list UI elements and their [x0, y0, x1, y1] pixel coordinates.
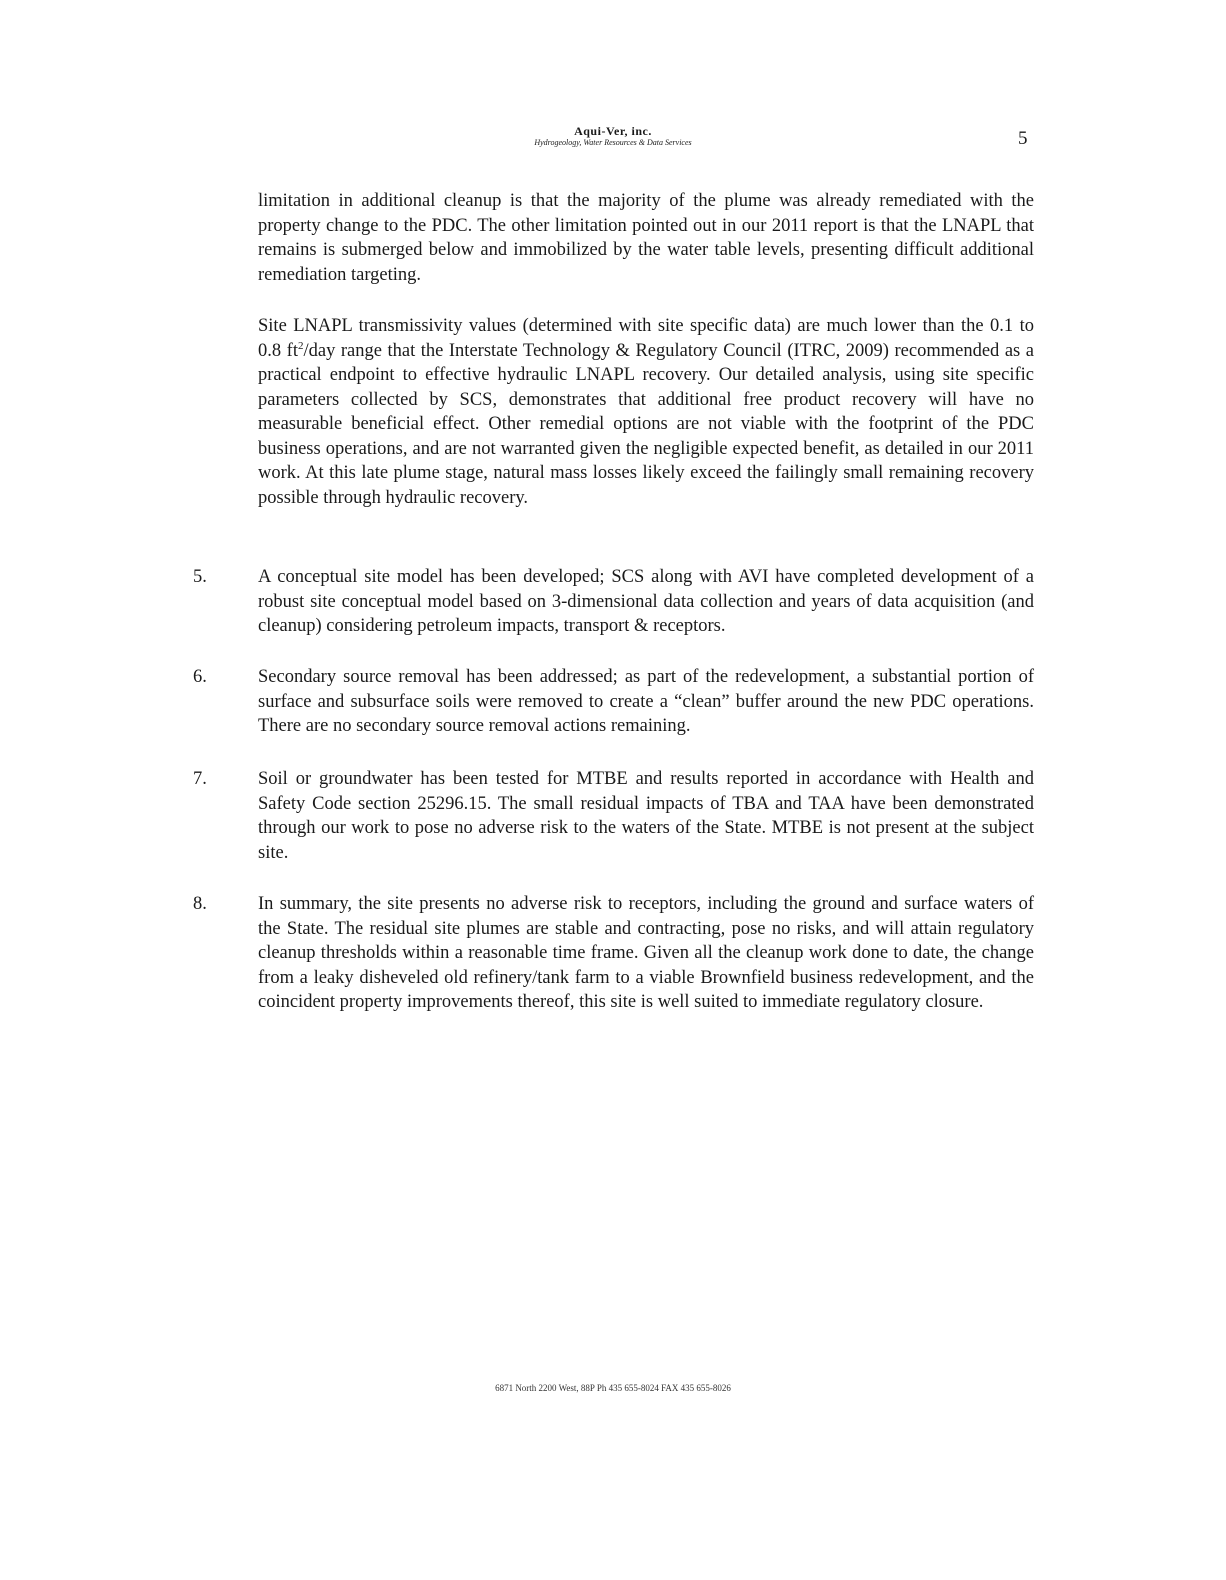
list-item-number: 7. [193, 769, 207, 789]
list-item-text: In summary, the site presents no adverse risk to receptors, including the ground and surface waters of the State. The residual site plumes are stable and contracting, pose no risks, and will attain regulatory cleanup thresholds within a reasonable time frame. Given all the cleanup work done to date, the change from a leaky disheveled old refinery/tank farm to a viable Brownfield business redevelopment, and the coincident property improvements thereof, this site is well suited to immediate regulatory closure. [258, 894, 1034, 1012]
page-number: 5 [1018, 128, 1028, 149]
paragraph-text-after-superscript: /day range that the Interstate Technology & Regulatory Council (ITRC, 2009) recommended as a practical endpoint to effective hydraulic LNAPL recovery. Our detailed analysis, using site specific parameters collected by SCS, demonstrates that additional free product recovery will have no measurable beneficial effect. Other remedial options are not viable with the footprint of the PDC business operations, and are not warranted given the negligible expected benefit, as detailed in our 2011 work. At this late plume stage, natural mass losses likely exceed the failingly small remaining recovery possible through hydraulic recovery. [258, 340, 1034, 508]
superscript-exponent: 2 [297, 339, 304, 352]
list-item-text: Soil or groundwater has been tested for MTBE and results reported in accordance with Health and Safety Code section 25296.15. The small residual impacts of TBA and TAA have been demonstrated through our work to pose no adverse risk to the waters of the State. MTBE is not present at the subject site. [258, 769, 1034, 863]
continuation-paragraph: limitation in additional cleanup is that the majority of the plume was already remediated with the property change to the PDC. The other limitation pointed out in our 2011 report is that the LNAPL that remains is submerged below and immobilized by the water table levels, presenting difficult additional remediation targeting. [258, 191, 1034, 285]
paragraph-text-before-superscript: Site LNAPL transmissivity values (determined with site specific data) are much lower than the 0.1 to 0.8 ft [258, 316, 1034, 361]
letterhead [0, 124, 1226, 148]
company-tagline: Hydrogeology, Water Resources & Data Services [534, 138, 692, 147]
footer-address: 6871 North 2200 West, 88P Ph 435 655-8024 FAX 435 655-8026 [495, 1383, 731, 1393]
list-item-number: 8. [193, 894, 207, 914]
list-item-text: A conceptual site model has been developed; SCS along with AVI have completed development of a robust site conceptual model based on 3-dimensional data collection and years of data acquisition (and cleanup) considering petroleum impacts, transport & receptors. [258, 567, 1034, 636]
list-item-number: 6. [193, 667, 207, 687]
company-name: Aqui-Ver, inc. [574, 124, 652, 138]
lnapl-transmissivity-paragraph [258, 314, 1034, 510]
list-item-text: Secondary source removal has been addressed; as part of the redevelopment, a substantial portion of surface and subsurface soils were removed to create a “clean” buffer around the new PDC operations. There are no secondary source removal actions remaining. [258, 667, 1034, 736]
list-item-number: 5. [193, 567, 207, 587]
